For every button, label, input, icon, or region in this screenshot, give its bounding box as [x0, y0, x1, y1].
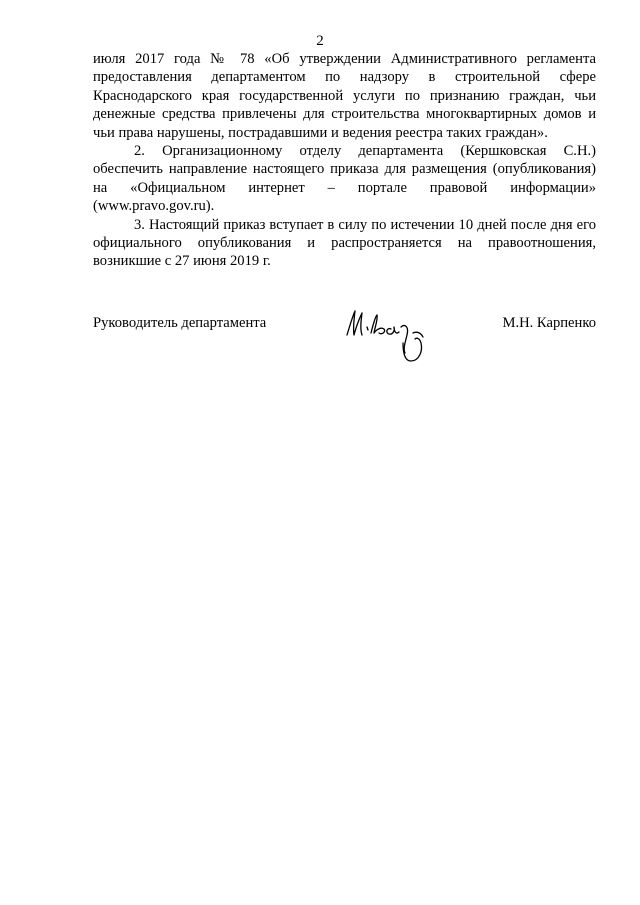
paragraph-2: 2. Организационному отделу департамента (Кершковская С.Н.) обеспечить направление настоящего приказа для размещения (опубликования) на «Официальном интернет – портале правовой информации» (www.pravo.gov.ru). [93, 143, 596, 215]
document-body [93, 50, 596, 271]
paragraph-1: июля 2017 года № 78 «Об утверждении Административного регламента предоставления департаментом по надзору в строительной сфере Краснодарского края государственной услуги по признанию граждан, чьи денежные средства привлечены для строительства многоквартирных домов и чьи права нарушены, пострадавшими и ведения реестра таких граждан». [93, 51, 596, 141]
signature-block [93, 305, 596, 375]
handwritten-signature-icon [341, 305, 431, 367]
signatory-role: Руководитель департамента [93, 315, 267, 331]
page-number: 2 [316, 33, 324, 49]
paragraph-3: 3. Настоящий приказ вступает в силу по истечении 10 дней после дня его официального опубликования и распространяется на правоотношения, возникшие с 27 июня 2019 г. [93, 216, 596, 270]
signatory-name: М.Н. Карпенко [502, 315, 596, 331]
